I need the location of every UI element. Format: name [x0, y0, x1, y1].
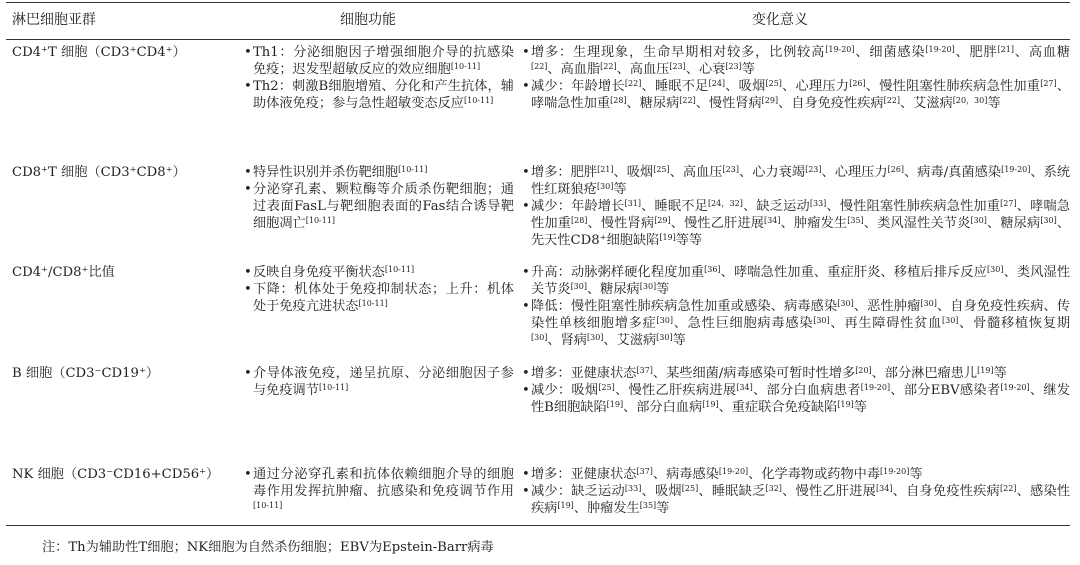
- table-footnote: 注：Th为辅助性T细胞；NK细胞为自然杀伤细胞；EBV为Epstein-Barr病毒: [42, 540, 494, 555]
- function-item: • 反映自身免疫平衡状态[10-11]: [244, 264, 514, 281]
- significance-item: • 减少：吸烟[25]、慢性乙肝疾病进展[34]、部分白血病患者[19-20]、部分EBV感染者[19-20]、继发性B细胞缺陷[19]、部分白血病[19]、重症联合免疫缺陷[19]等: [522, 382, 1070, 416]
- significance-item: • 增多：生理现象，生命早期相对较多，比例较高[19-20]、细菌感染[19-20]、肥胖[21]、高血糖[22]、高血脂[22]、高血压[23]、心衰[23]等: [522, 44, 1070, 78]
- subset-name: CD4⁺T 细胞（CD3⁺CD4⁺）: [12, 45, 186, 60]
- top-rule: [6, 2, 1070, 3]
- function-item: • 下降：机体处于免疫抑制状态；上升：机体处于免疫亢进状态[10-11]: [244, 281, 514, 315]
- function-item: • 特异性识别并杀伤靶细胞[10-11]: [244, 164, 514, 181]
- significance-item: • 增多：亚健康状态[37]、病毒感染[19-20]、化学毒物或药物中毒[19-20]等: [522, 466, 1070, 483]
- bottom-rule: [6, 525, 1070, 526]
- function-item: • Th1：分泌细胞因子增强细胞介导的抗感染免疫；迟发型超敏反应的效应细胞[10-11]: [244, 44, 514, 78]
- subset-name: NK 细胞（CD3⁻CD16+CD56⁺）: [12, 467, 220, 482]
- significance-item: • 减少：年龄增长[22]、睡眠不足[24]、吸烟[25]、心理压力[26]、慢性阻塞性肺疾病急性加重[27]、哮喘急性加重[28]、糖尿病[22]、慢性肾病[29]、自身免疫性疾病[22]、艾滋病[20，30]等: [522, 78, 1070, 112]
- subset-name: CD4⁺/CD8⁺比值: [12, 265, 115, 280]
- significance-item: • 增多：肥胖[21]、吸烟[25]、高血压[23]、心力衰竭[23]、心理压力[26]、病毒/真菌感染[19-20]、系统性红斑狼疮[30]等: [522, 164, 1070, 198]
- header-subset: 淋巴细胞亚群: [12, 12, 96, 28]
- significance-item: • 升高：动脉粥样硬化程度加重[36]、哮喘急性加重、重症肝炎、移植后排斥反应[30]、类风湿性关节炎[30]、糖尿病[30]等: [522, 264, 1070, 298]
- significance-item: • 增多：亚健康状态[37]、某些细菌/病毒感染可暂时性增多[20]、部分淋巴瘤患儿[19]等: [522, 365, 1070, 382]
- significance-item: • 减少：年龄增长[31]、睡眠不足[24，32]、缺乏运动[33]、慢性阻塞性肺疾病急性加重[27]、哮喘急性加重[28]、慢性肾病[29]、慢性乙肝进展[34]、肿瘤发生[35]、类风湿性关节炎[30]、糖尿病[30]、先天性CD8⁺细胞缺陷[19]等等: [522, 198, 1070, 249]
- header-significance: 变化意义: [752, 12, 808, 28]
- function-item: • 分泌穿孔素、颗粒酶等介质杀伤靶细胞；通过表面FasL与靶细胞表面的Fas结合诱导靶细胞凋亡[10-11]: [244, 181, 514, 232]
- header-rule: [6, 39, 1070, 40]
- function-item: • 通过分泌穿孔素和抗体依赖细胞介导的细胞毒作用发挥抗肿瘤、抗感染和免疫调节作用[10-11]: [244, 466, 514, 517]
- function-item: • Th2：刺激B细胞增殖、分化和产生抗体，辅助体液免疫；参与急性超敏变态反应[10-11]: [244, 78, 514, 112]
- function-item: • 介导体液免疫，递呈抗原、分泌细胞因子参与免疫调节[10-11]: [244, 365, 514, 399]
- significance-item: • 减少：缺乏运动[33]、吸烟[25]、睡眠缺乏[32]、慢性乙肝进展[34]、自身免疫性疾病[22]、感染性疾病[19]、肿瘤发生[35]等: [522, 483, 1070, 517]
- subset-name: CD8⁺T 细胞（CD3⁺CD8⁺）: [12, 165, 186, 180]
- subset-name: B 细胞（CD3⁻CD19⁺）: [12, 366, 160, 381]
- significance-item: • 降低：慢性阻塞性肺疾病急性加重或感染、病毒感染[30]、恶性肿瘤[30]、自身免疫性疾病、传染性单核细胞增多症[30]、急性巨细胞病毒感染[30]、再生障碍性贫血[30]、骨髓移植恢复期[30]、肾病[30]、艾滋病[30]等: [522, 298, 1070, 349]
- header-function: 细胞功能: [340, 12, 396, 28]
